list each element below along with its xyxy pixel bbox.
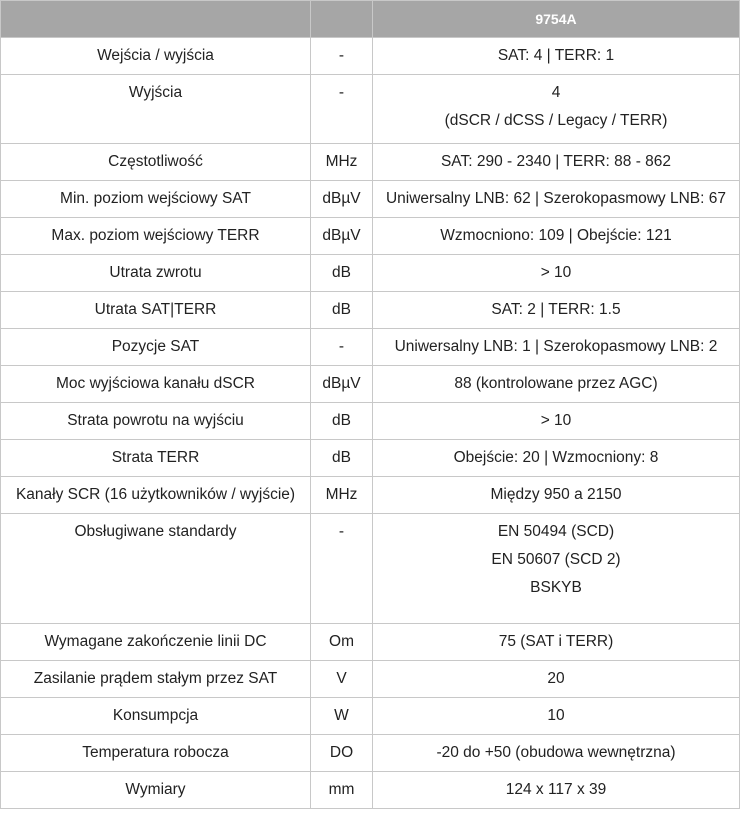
table-row (1, 218, 740, 255)
spec-value-line: 75 (SAT i TERR) (498, 633, 614, 650)
spec-value-line: EN 50494 (SCD) (497, 523, 615, 540)
table-row (1, 403, 740, 440)
spec-value (373, 292, 740, 329)
header-unit-col (311, 1, 373, 38)
spec-label: Strata powrotu na wyjściu (1, 403, 311, 440)
table-row (1, 144, 740, 181)
header-row (1, 1, 740, 38)
spec-label: Utrata zwrotu (1, 255, 311, 292)
table-row (1, 329, 740, 366)
table-row (1, 440, 740, 477)
table-row (1, 181, 740, 218)
spec-unit: dBµV (311, 218, 373, 255)
spec-label: Pozycje SAT (1, 329, 311, 366)
spec-value (373, 329, 740, 366)
spec-value-line: 124 x 117 x 39 (505, 781, 607, 798)
spec-value (373, 144, 740, 181)
spec-rows (1, 38, 740, 809)
spec-label: Temperatura robocza (1, 735, 311, 772)
spec-value (373, 772, 740, 809)
spec-unit: W (311, 698, 373, 735)
spec-unit: - (311, 514, 373, 624)
spec-unit: dB (311, 255, 373, 292)
table-row (1, 38, 740, 75)
header-model: 9754A (373, 1, 740, 38)
spec-label: Obsługiwane standardy (1, 514, 311, 624)
spec-label: Wyjścia (1, 75, 311, 144)
spec-value (373, 698, 740, 735)
spec-unit: dBµV (311, 181, 373, 218)
table-row (1, 75, 740, 144)
spec-label: Kanały SCR (16 użytkowników / wyjście) (1, 477, 311, 514)
spec-value (373, 38, 740, 75)
spec-value-line: SAT: 2 | TERR: 1.5 (491, 301, 621, 318)
spec-value-line: Między 950 a 2150 (490, 486, 622, 503)
spec-value-line: 10 (547, 707, 565, 724)
spec-label: Strata TERR (1, 440, 311, 477)
spec-value-line: Uniwersalny LNB: 62 | Szerokopasmowy LNB: 67 (385, 190, 726, 207)
spec-value (373, 624, 740, 661)
spec-unit: dB (311, 403, 373, 440)
spec-label: Zasilanie prądem stałym przez SAT (1, 661, 311, 698)
spec-value-line: Uniwersalny LNB: 1 | Szerokopasmowy LNB: 2 (394, 338, 718, 355)
spec-label: Max. poziom wejściowy TERR (1, 218, 311, 255)
spec-value-line: Wzmocniono: 109 | Obejście: 121 (440, 227, 672, 244)
table-row (1, 514, 740, 624)
spec-value (373, 477, 740, 514)
spec-value-line: (dSCR / dCSS / Legacy / TERR) (444, 112, 668, 129)
spec-value-line: BSKYB (530, 579, 582, 596)
spec-value-line: > 10 (540, 264, 572, 281)
spec-unit: MHz (311, 477, 373, 514)
spec-value (373, 735, 740, 772)
spec-unit: - (311, 329, 373, 366)
spec-value-line: SAT: 4 | TERR: 1 (497, 47, 615, 64)
spec-label: Wymagane zakończenie linii DC (1, 624, 311, 661)
spec-value (373, 440, 740, 477)
spec-label: Konsumpcja (1, 698, 311, 735)
spec-value (373, 366, 740, 403)
spec-unit: dBµV (311, 366, 373, 403)
spec-unit: V (311, 661, 373, 698)
spec-unit: Om (311, 624, 373, 661)
spec-value (373, 403, 740, 440)
spec-value (373, 661, 740, 698)
spec-label: Utrata SAT|TERR (1, 292, 311, 329)
spec-value (373, 181, 740, 218)
spec-unit: dB (311, 292, 373, 329)
table-row (1, 624, 740, 661)
spec-value (373, 75, 740, 144)
spec-value-line: SAT: 290 - 2340 | TERR: 88 - 862 (440, 153, 672, 170)
spec-value-line: > 10 (540, 412, 572, 429)
spec-value (373, 514, 740, 624)
spec-unit: MHz (311, 144, 373, 181)
spec-value-line: Obejście: 20 | Wzmocniony: 8 (453, 449, 659, 466)
table-row (1, 292, 740, 329)
spec-unit: mm (311, 772, 373, 809)
spec-value-line: EN 50607 (SCD 2) (491, 551, 621, 568)
spec-unit: dB (311, 440, 373, 477)
spec-unit: - (311, 75, 373, 144)
spec-value-line: -20 do +50 (obudowa wewnętrzna) (436, 744, 676, 761)
table-row (1, 698, 740, 735)
spec-label: Min. poziom wejściowy SAT (1, 181, 311, 218)
table-row (1, 735, 740, 772)
spec-value-line: 88 (kontrolowane przez AGC) (454, 375, 658, 392)
table-row (1, 661, 740, 698)
spec-value (373, 255, 740, 292)
table-row (1, 772, 740, 809)
spec-value-line: 20 (547, 670, 565, 687)
spec-label: Częstotliwość (1, 144, 311, 181)
spec-value (373, 218, 740, 255)
spec-unit: DO (311, 735, 373, 772)
header-label-col (1, 1, 311, 38)
table-row (1, 366, 740, 403)
spec-value-line: 4 (551, 84, 561, 101)
spec-label: Moc wyjściowa kanału dSCR (1, 366, 311, 403)
spec-label: Wymiary (1, 772, 311, 809)
table-row (1, 255, 740, 292)
table-row (1, 477, 740, 514)
spec-label: Wejścia / wyjścia (1, 38, 311, 75)
spec-unit: - (311, 38, 373, 75)
